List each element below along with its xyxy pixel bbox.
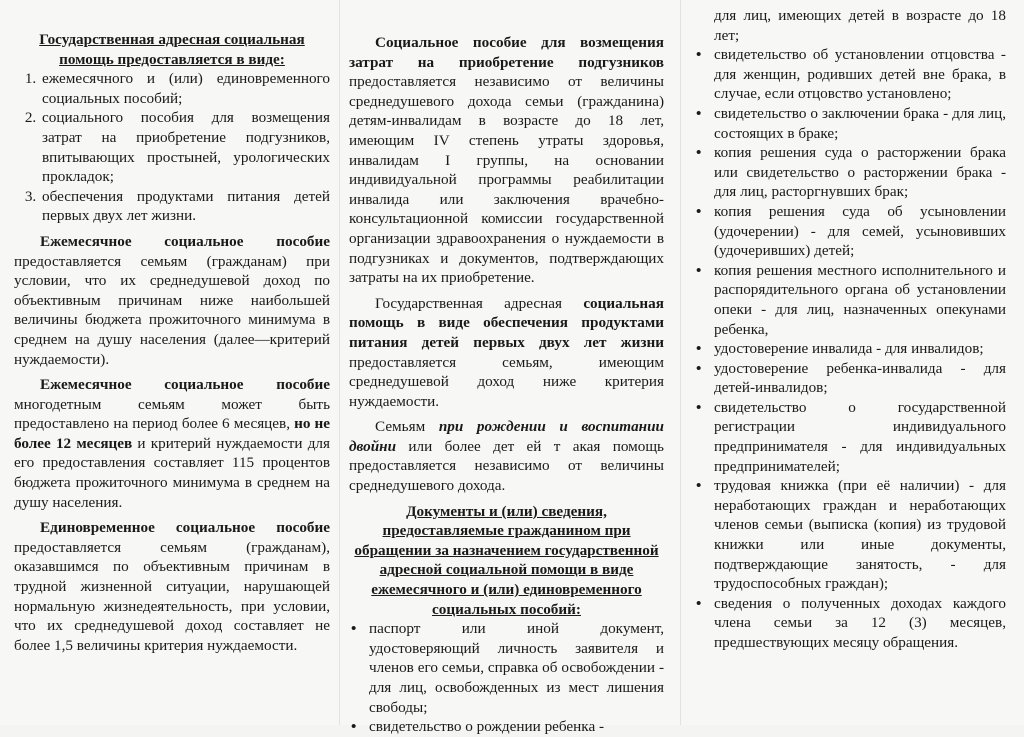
documents-list — [349, 619, 664, 737]
list-continuation: для лиц, имеющих детей в возрасте до 18 лет; — [714, 7, 1006, 44]
paragraph-one-time-allowance — [14, 518, 330, 655]
list-item: 3. обеспечения продуктами питания детей первых двух лет жизни. — [40, 187, 330, 226]
list-item: • копия решения суда о расторжении брака или свидетельство о расторжении брака - для лиц, расторгнувших брак; — [714, 143, 1006, 202]
list-item: • паспорт или иной документ, удостоверяющий личность заявителя и членов его семьи, справка об освобождении - для лиц, освобожденных из мест лишения свободы; — [369, 619, 664, 717]
paragraph-text: Государственная адресная — [375, 294, 584, 312]
column-3 — [694, 0, 1006, 725]
bold-term: Социальное пособие для возмещения затрат на приобретение подгузников — [349, 34, 664, 71]
list-item: • удостоверение инвалида - для инвалидов; — [714, 339, 1006, 359]
fold-line-left — [339, 0, 340, 725]
bold-italic-term: при рождении и воспитании двойни — [349, 418, 664, 455]
paragraph-text: предоставляется независимо от величины среднедушевого дохода семьи (гражданина) детям-инвалидам в возрасте до 18 лет, имеющим IV степень утраты здоровья, инвалидам I группы, на основании индивидуальной программы реабилитации инвалида или заключения врачебно-консультационной комиссии государственной организации здравоохранения о нуждаемости в подгузниках и документов, подтверждающих затраты на их приобретение. — [349, 73, 664, 287]
bold-term: Единовременное социальное пособие — [40, 519, 330, 537]
column1-heading: Государственная адресная социальная помощь предоставляется в виде: — [39, 31, 305, 68]
paragraph-text: Семьям — [375, 418, 439, 436]
bold-term: Ежемесячное социальное пособие — [40, 376, 330, 394]
list-item: • трудовая книжка (при её наличии) - для неработающих граждан и неработающих членов семьи (выписка (копия) из трудовой книжки или иные документы, подтверждающие занятость, - для трудоспособных граждан); — [714, 476, 1006, 594]
paragraph-text: многодетным семьям может быть предоставлено на период более 6 месяцев, — [14, 395, 330, 433]
list-item: • свидетельство о государственной регистрации индивидуального предпринимателя - для индивидуальных предпринимателей; — [714, 398, 1006, 476]
paragraph-twins — [349, 417, 664, 495]
paragraph-text: или более дет ей т акая помощь предоставляется независимо от величины среднедушевого дохода. — [349, 437, 664, 495]
paragraph-large-families — [14, 375, 330, 512]
paragraph-text: предоставляется семьям (гражданам) при условии, что их среднедушевой доход по объективным причинам ниже наибольшей величины бюджета прожиточного минимума в среднем на душу населения (далее—критерий нуждаемости). — [14, 252, 330, 368]
column-1 — [14, 0, 330, 725]
paragraph-monthly-allowance — [14, 232, 330, 369]
list-item: • сведения о полученных доходах каждого члена семьи за 12 (3) месяцев, предшествующих месяцу обращения. — [714, 594, 1006, 653]
list-item: • копия решения местного исполнительного и распорядительного органа об установлении опеки - для лиц, назначенных опекунами ребенка, — [714, 261, 1006, 339]
documents-list-continued — [694, 45, 1006, 652]
paragraph-text: предоставляется семьям, имеющим среднедушевой доход ниже критерия нуждаемости. — [349, 353, 664, 410]
list-item: 2. социального пособия для возмещения затрат на приобретение подгузников, впитывающих простыней, урологических прокладок; — [40, 108, 330, 186]
bold-term: социальная помощь в виде обеспечения продуктами питания детей первых двух лет жизни — [349, 294, 664, 351]
paragraph-text: и критерий нуждаемости для его предоставления составляет 115 процентов бюджета прожиточного минимума в среднем на душу населения. — [14, 434, 330, 511]
list-item: • копия решения суда об усыновлении (удочерении) - для семей, усыновивших (удочеривших) детей; — [714, 202, 1006, 261]
list-item: 1. ежемесячного и (или) единовременного социальных пособий; — [40, 69, 330, 108]
aid-types-list — [14, 69, 330, 226]
column-2 — [349, 0, 664, 736]
fold-line-right — [680, 0, 681, 725]
paragraph-diapers — [349, 33, 664, 288]
documents-heading: Документы и (или) сведения, предоставляемые гражданином при обращении за назначением государственной адресной социальной помощи в виде ежемесячного и (или) единовременного социальных пособий: — [354, 502, 659, 618]
list-item: • свидетельство о заключении брака - для лиц, состоящих в браке; — [714, 104, 1006, 143]
bold-term: Ежемесячное социальное пособие — [40, 232, 330, 250]
list-item: • свидетельство об установлении отцовства - для женщин, родивших детей вне брака, в случае, если отцовство установлено; — [714, 45, 1006, 104]
paragraph-food — [349, 294, 664, 412]
list-item: • свидетельство о рождении ребенка - — [369, 717, 664, 737]
bold-term: но не более 12 месяцев — [14, 415, 330, 452]
paragraph-text: предоставляется семьям (гражданам), оказавшимся по объективным причинам в трудной жизненной ситуации, нарушающей нормальную жизнедеятельность, при условии, что их среднедушевой доход составляет не более 1,5 величины критерия нуждаемости. — [14, 538, 330, 654]
list-item: • удостоверение ребенка-инвалида - для детей-инвалидов; — [714, 359, 1006, 398]
